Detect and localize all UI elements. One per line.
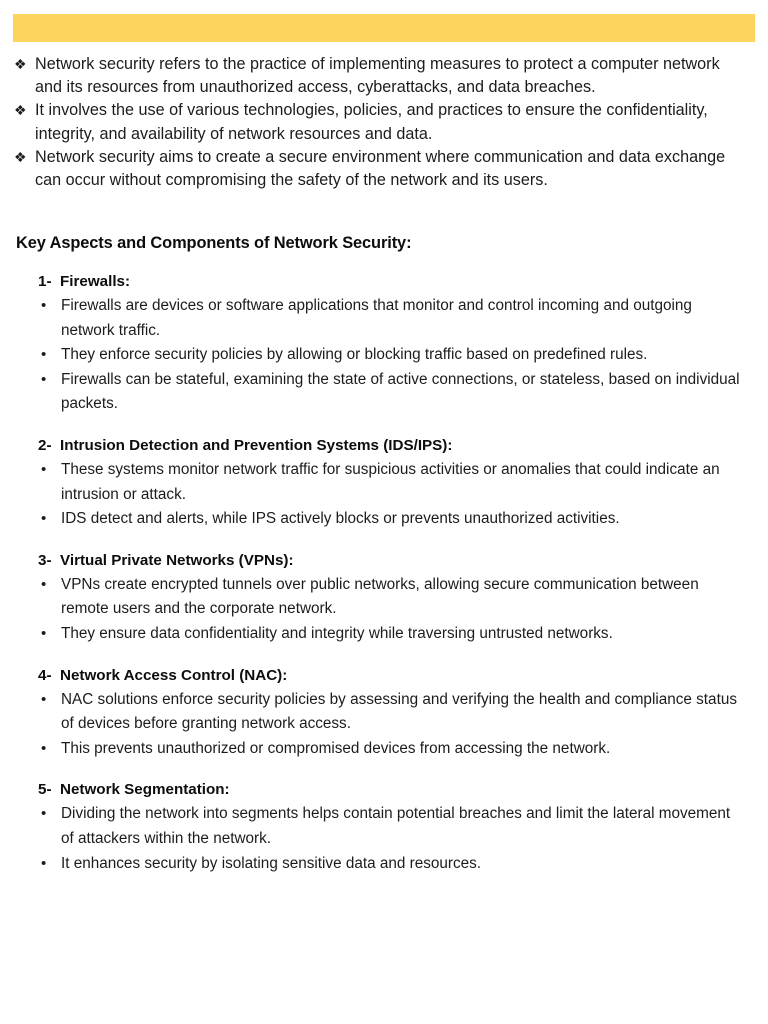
section-title-text: Network Access Control (NAC): (60, 666, 288, 684)
list-item (0, 802, 768, 851)
list-item-text: Firewalls can be stateful, examining the state of active connections, or stateless, based on individual packets. (61, 370, 740, 413)
list-item (0, 688, 768, 737)
round-bullet-icon: • (41, 460, 47, 478)
section-number: 4- (38, 666, 52, 684)
round-bullet-icon: • (41, 297, 47, 314)
page-title: Key Aspects and Components of Network Security: (16, 234, 412, 252)
list-item (0, 737, 768, 762)
round-bullet-icon: • (41, 624, 47, 642)
yellow-title-banner (13, 14, 755, 42)
round-bullet-icon: • (41, 805, 47, 823)
section-title-text: Virtual Private Networks (VPNs): (60, 551, 294, 569)
list-item-text: These systems monitor network traffic for suspicious activities or anomalies that could indicate an intrusion or attack. (61, 460, 720, 503)
round-bullet-icon: • (41, 854, 47, 872)
list-item-text: VPNs create encrypted tunnels over public networks, allowing secure communication between remote users and the corporate network. (61, 575, 699, 618)
list-item-text: Firewalls are devices or software applications that monitor and control incoming and outgoing network traffic. (61, 297, 692, 339)
section-title-text: Firewalls: (60, 273, 131, 290)
section-number: 3- (38, 551, 52, 569)
section-number: 1- (38, 273, 52, 290)
list-item-text: They ensure data confidentiality and integrity while traversing untrusted networks. (61, 624, 613, 642)
list-item (0, 368, 768, 417)
section-heading (0, 549, 768, 572)
list-item (0, 622, 768, 647)
list-item-text: It enhances security by isolating sensitive data and resources. (61, 854, 482, 872)
list-item-text: This prevents unauthorized or compromised devices from accessing the network. (61, 739, 611, 757)
numbered-sections-list (0, 270, 768, 893)
numbered-section (0, 664, 768, 762)
list-item (0, 294, 768, 343)
section-heading (0, 778, 768, 801)
section-heading (0, 434, 768, 457)
list-item (0, 852, 768, 877)
round-bullet-icon: • (41, 510, 47, 528)
list-item (0, 458, 768, 507)
list-item (0, 573, 768, 622)
list-item (0, 343, 768, 368)
numbered-section (0, 778, 768, 876)
intro-list-item (14, 146, 742, 192)
list-item-text: Dividing the network into segments helps contain potential breaches and limit the lateral movement of attackers within the network. (61, 805, 731, 847)
section-title-text: Intrusion Detection and Prevention Systems (IDS/IPS): (60, 436, 453, 454)
diamond-bullet-icon: ❖ (14, 148, 27, 165)
list-item-text: They enforce security policies by allowing or blocking traffic based on predefined rules. (61, 346, 648, 364)
intro-bullet-list (14, 53, 742, 192)
section-heading (0, 270, 768, 293)
round-bullet-icon: • (41, 575, 47, 593)
intro-list-item-text: Network security aims to create a secure environment where communication and data exchange can occur without compromising the safety of the network and its users. (35, 147, 726, 190)
diamond-bullet-icon: ❖ (14, 56, 27, 72)
intro-list-item (14, 53, 742, 99)
round-bullet-icon: • (41, 690, 47, 708)
section-title-text: Network Segmentation: (60, 781, 230, 799)
list-item (0, 507, 768, 532)
section-heading (0, 664, 768, 687)
numbered-section (0, 549, 768, 647)
list-item-text: IDS detect and alerts, while IPS actively blocks or prevents unauthorized activities. (61, 510, 620, 528)
round-bullet-icon: • (41, 346, 47, 364)
section-number: 5- (38, 781, 52, 799)
intro-list-item-text: Network security refers to the practice of implementing measures to protect a computer network and its resources from unauthorized access, cyberattacks, and data breaches. (35, 55, 720, 97)
round-bullet-icon: • (41, 739, 47, 757)
section-number: 2- (38, 436, 52, 454)
intro-list-item (14, 99, 742, 145)
list-item-text: NAC solutions enforce security policies by assessing and verifying the health and compliance status of devices before granting network access. (61, 690, 737, 733)
intro-list-item-text: It involves the use of various technologies, policies, and practices to ensure the confidentiality, integrity, and availability of network resources and data. (35, 101, 708, 143)
diamond-bullet-icon: ❖ (14, 102, 27, 119)
round-bullet-icon: • (41, 370, 47, 388)
numbered-section (0, 270, 768, 417)
numbered-section (0, 434, 768, 532)
